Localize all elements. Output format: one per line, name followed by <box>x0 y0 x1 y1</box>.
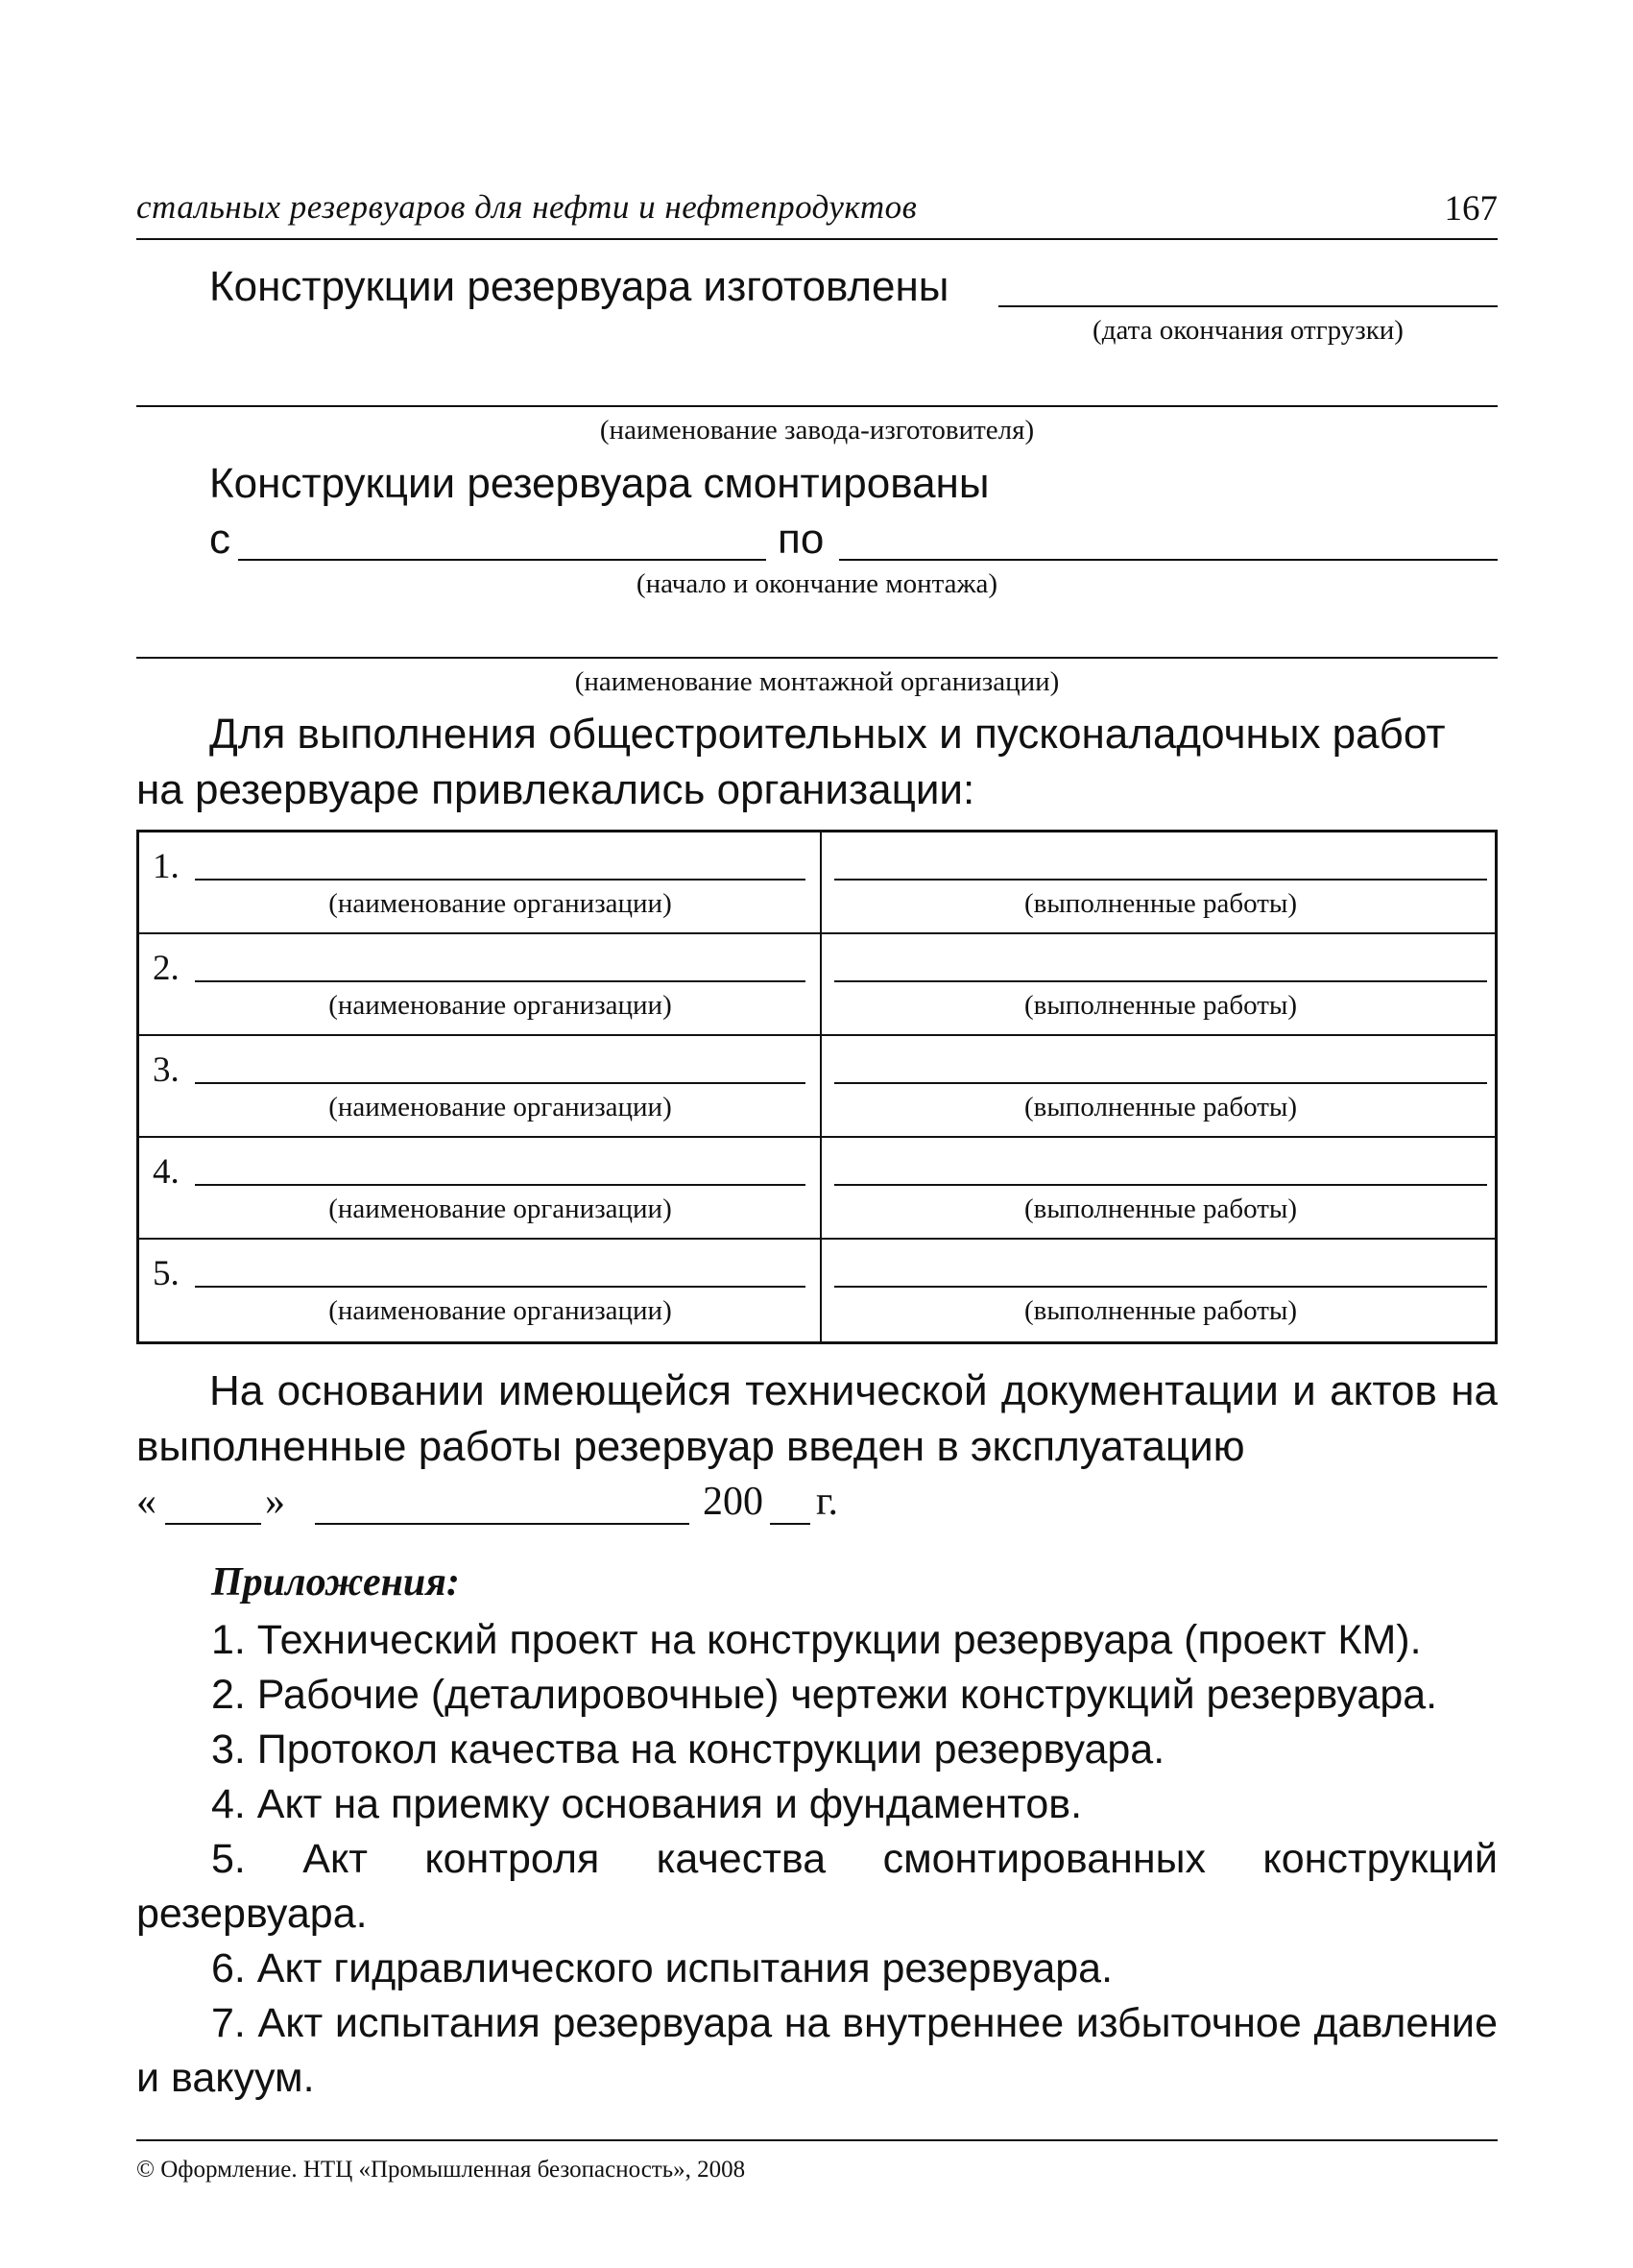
orgs-intro-line1: Для выполнения общестроительных и пусконаладочных работ <box>209 711 1446 758</box>
organizations-table <box>136 830 1498 1344</box>
work-done-line <box>834 879 1487 881</box>
row-number: 1. <box>153 847 180 886</box>
work-done-line <box>834 1286 1487 1288</box>
table-row <box>139 1036 1495 1138</box>
commissioning-paragraph <box>136 1363 1498 1475</box>
commissioning-text: На основании имеющейся технической документации и актов на выполненные работы резервуар введен в эксплуатацию <box>136 1367 1498 1470</box>
work-done-caption: (выполненные работы) <box>1023 990 1298 1021</box>
plant-name-caption: (наименование завода-изготовителя) <box>599 415 1035 446</box>
mounted-period-caption: (начало и окончание монтажа) <box>636 568 998 599</box>
row-number: 4. <box>153 1152 180 1192</box>
org-name-caption: (наименование организации) <box>328 888 672 919</box>
page-number: 167 <box>1444 189 1498 229</box>
table-row <box>139 832 1495 934</box>
list-item: 4. Акт на приемку основания и фундаментов. <box>211 1781 1083 1827</box>
org-name-line <box>195 1082 805 1084</box>
table-row <box>139 1138 1495 1240</box>
plant-name-line <box>136 405 1498 407</box>
manufactured-label: Конструкции резервуара изготовлены <box>209 263 949 310</box>
list-item: 1. Технический проект на конструкции резервуара (проект КМ). <box>211 1617 1422 1663</box>
year-blank <box>770 1523 810 1525</box>
org-name-line <box>195 980 805 982</box>
commissioning-date-line <box>136 1479 1498 1536</box>
copyright-footer: © Оформление. НТЦ «Промышленная безопасность», 2008 <box>136 2139 1498 2184</box>
year-prefix: 200 <box>703 1480 763 1524</box>
manufactured-date-line <box>998 305 1498 307</box>
column-divider <box>820 832 822 932</box>
list-item: 2. Рабочие (деталировочные) чертежи конструкций резервуара. <box>211 1672 1438 1718</box>
appendices-list <box>136 1613 1498 2106</box>
list-item: 7. Акт испытания резервуара на внутреннее избыточное давление и вакуум. <box>136 2000 1498 2101</box>
list-item: 6. Акт гидравлического испытания резервуара. <box>211 1945 1114 1991</box>
work-done-caption: (выполненные работы) <box>1023 888 1298 919</box>
org-name-caption: (наименование организации) <box>328 1092 672 1122</box>
column-divider <box>820 934 822 1034</box>
column-divider <box>820 1138 822 1238</box>
work-done-line <box>834 1184 1487 1186</box>
org-name-caption: (наименование организации) <box>328 990 672 1021</box>
year-suffix: г. <box>816 1480 838 1524</box>
mounting-org-line <box>136 657 1498 659</box>
column-divider <box>820 1036 822 1136</box>
mounted-label: Конструкции резервуара смонтированы <box>209 460 990 507</box>
running-title: стальных резервуаров для нефти и нефтепродуктов <box>136 188 918 226</box>
mounted-from-label: с <box>209 516 230 563</box>
org-name-caption: (наименование организации) <box>328 1194 672 1224</box>
table-row <box>139 934 1495 1036</box>
org-name-line <box>195 879 805 881</box>
work-done-caption: (выполненные работы) <box>1023 1194 1298 1224</box>
work-done-caption: (выполненные работы) <box>1023 1295 1298 1326</box>
column-divider <box>820 1240 822 1341</box>
row-number: 5. <box>153 1254 180 1293</box>
quote-open: « <box>136 1480 156 1524</box>
running-header <box>136 188 1498 240</box>
mounted-to-line <box>839 559 1498 561</box>
table-row <box>139 1240 1495 1341</box>
row-number: 2. <box>153 949 180 988</box>
org-name-line <box>195 1184 805 1186</box>
mounted-to-label: по <box>778 516 825 563</box>
month-blank <box>315 1523 689 1525</box>
row-number: 3. <box>153 1050 180 1090</box>
appendices-heading: Приложения: <box>211 1560 460 1604</box>
day-blank <box>165 1523 261 1525</box>
org-name-caption: (наименование организации) <box>328 1295 672 1326</box>
quote-close: » <box>265 1480 285 1524</box>
orgs-intro-line2: на резервуаре привлекались организации: <box>136 766 975 813</box>
list-item: 3. Протокол качества на конструкции резервуара. <box>211 1726 1165 1773</box>
mounted-from-line <box>238 559 766 561</box>
work-done-line <box>834 1082 1487 1084</box>
work-done-caption: (выполненные работы) <box>1023 1092 1298 1122</box>
org-name-line <box>195 1286 805 1288</box>
work-done-line <box>834 980 1487 982</box>
list-item: 5. Акт контроля качества смонтированных конструкций резервуара. <box>136 1836 1498 1937</box>
mounting-org-caption: (наименование монтажной организации) <box>574 666 1060 697</box>
manufactured-date-caption: (дата окончания отгрузки) <box>1093 315 1404 346</box>
